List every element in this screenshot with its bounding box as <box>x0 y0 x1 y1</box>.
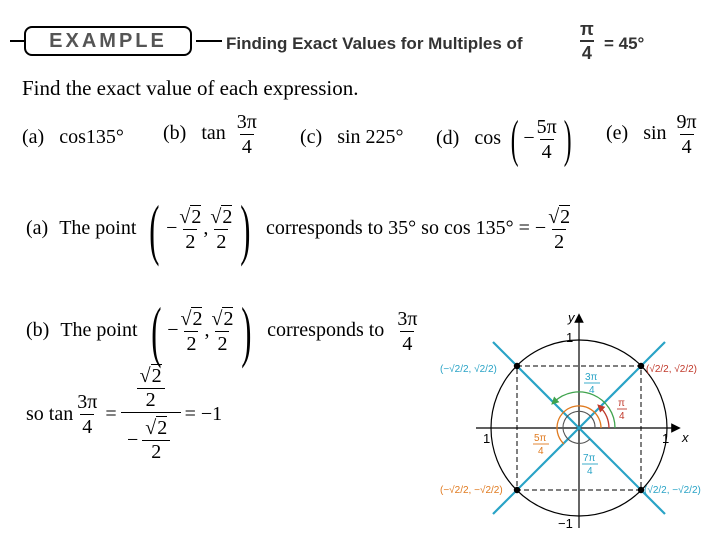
title-equals: = 45° <box>604 34 645 53</box>
problem-d <box>436 110 576 169</box>
header-rule-left <box>10 40 24 42</box>
y-bottom-1: −1 <box>558 516 573 531</box>
problem-e-label: (e) <box>606 122 629 145</box>
problem-d-rparen: ) <box>563 111 572 168</box>
title-frac-num: π <box>580 19 594 39</box>
problem-a <box>22 126 124 149</box>
part-a-den1: 2 <box>185 231 196 253</box>
part-b-den2: 2 <box>217 333 228 355</box>
problem-e-num: 9π <box>676 111 697 133</box>
so-tan-den-top: 2 <box>137 388 165 412</box>
part-a-lead: The point <box>59 217 137 240</box>
part-b-comma: , <box>204 319 210 342</box>
problem-c-expr: sin 225° <box>337 126 404 148</box>
part-a-line: (a) The point ( − $\frac{√2}{2}$ , $\frac{√2}{2}$ ) corresponds to 35° so cos 135° = − $\frac{√2}{2}$ <box>26 191 571 267</box>
title-fraction <box>578 20 596 62</box>
problem-c-label: (c) <box>300 126 323 148</box>
x-right-1: 1 <box>662 431 670 446</box>
so-tan-den-bot: 2 <box>142 440 170 464</box>
problem-d-sign: − <box>523 127 535 150</box>
so-tan-num: 3π <box>77 391 98 413</box>
part-b-mid: corresponds to <box>267 319 385 342</box>
part-b-lparen: ( <box>150 293 161 369</box>
problem-d-den: 4 <box>541 141 552 163</box>
y-axis-label: y <box>568 310 575 325</box>
part-b-den1: 2 <box>186 333 197 355</box>
problem-b-fn: tan <box>201 122 226 145</box>
y-top-1: 1 <box>566 330 574 345</box>
point-q3 <box>514 487 520 493</box>
label-pi-4-den: 4 <box>619 411 625 422</box>
so-tan-eq: = <box>105 403 117 425</box>
page-title: Finding Exact Values for Multiples of <box>226 34 523 53</box>
example-badge: EXAMPLE <box>24 26 192 56</box>
label-5pi-4-num: 5π <box>534 433 547 444</box>
so-tan-root-top: 2 <box>151 365 162 387</box>
problem-d-fn: cos <box>474 127 501 150</box>
part-a-root3: 2 <box>560 206 571 228</box>
point-q1-label: (√2/2, √2/2) <box>646 364 697 375</box>
part-a-neg2: − <box>534 217 547 240</box>
part-a-den3: 2 <box>554 231 565 253</box>
part-b-root2: 2 <box>223 308 234 330</box>
label-3pi-4-num: 3π <box>585 372 598 383</box>
so-tan-result: = −1 <box>184 403 223 425</box>
unit-circle-diagram <box>438 306 708 536</box>
point-q1 <box>638 363 644 369</box>
problem-e-fn: sin <box>643 122 667 145</box>
part-a-comma: , <box>203 217 209 240</box>
so-tan-block: so tan $\frac{3\pi}{4}$ = √2 2 − $\frac{√2}{2}$ = −1 <box>26 365 223 463</box>
label-pi-4-num: π <box>618 398 625 409</box>
so-tan-root-bot: 2 <box>157 417 168 439</box>
label-7pi-4-num: 7π <box>583 453 596 464</box>
part-b-num: 3π <box>397 308 418 330</box>
problem-a-label: (a) <box>22 126 45 148</box>
point-q3-label: (−√2/2, −√2/2) <box>440 485 503 496</box>
problem-b-label: (b) <box>163 122 187 145</box>
problem-b-den: 4 <box>241 136 252 158</box>
intro-text: Find the exact value of each expression. <box>22 76 359 100</box>
problem-e <box>606 112 699 157</box>
part-a-rparen: ) <box>240 191 251 267</box>
header-rule <box>196 40 222 42</box>
part-b-root1: 2 <box>192 308 203 330</box>
x-axis-label: x <box>682 430 689 445</box>
part-a-den2: 2 <box>216 231 227 253</box>
label-7pi-4-den: 4 <box>587 466 593 477</box>
problem-a-expr: cos135° <box>59 126 124 148</box>
so-tan-neg: − <box>126 429 139 451</box>
part-b-lead: The point <box>60 319 138 342</box>
problem-d-label: (d) <box>436 127 460 150</box>
part-a-root2: 2 <box>222 206 233 228</box>
problem-d-lparen: ( <box>510 111 519 168</box>
part-a-label: (a) <box>26 217 49 240</box>
problem-d-num: 5π <box>536 116 557 138</box>
label-5pi-4-den: 4 <box>538 446 544 457</box>
so-tan-lead: so tan <box>26 403 74 425</box>
part-a-mid: corresponds to 35° so cos 135° = <box>265 217 530 240</box>
part-a-lparen: ( <box>149 191 160 267</box>
point-q2-label: (−√2/2, √2/2) <box>440 364 497 375</box>
problem-c <box>300 126 404 149</box>
problem-e-den: 4 <box>681 136 692 158</box>
problem-b-num: 3π <box>236 111 257 133</box>
point-q4-label: (√2/2, −√2/2) <box>644 485 701 496</box>
part-a-neg: − <box>166 217 178 240</box>
part-b-neg: − <box>167 319 179 342</box>
part-a-root1: 2 <box>191 206 202 228</box>
title-frac-den: 4 <box>580 40 594 62</box>
x-left-1: 1 <box>483 431 491 446</box>
problem-b <box>163 112 259 157</box>
part-b-line: (b) The point ( − $\frac{√2}{2}$ , $\frac{√2}{2}$ ) corresponds to $\frac{3\pi}{4}$ <box>26 293 418 369</box>
part-b-den: 4 <box>402 333 413 355</box>
part-b-rparen: ) <box>241 293 252 369</box>
point-q2 <box>514 363 520 369</box>
label-3pi-4-den: 4 <box>589 385 595 396</box>
part-b-label: (b) <box>26 319 50 342</box>
so-tan-den: 4 <box>82 416 93 438</box>
